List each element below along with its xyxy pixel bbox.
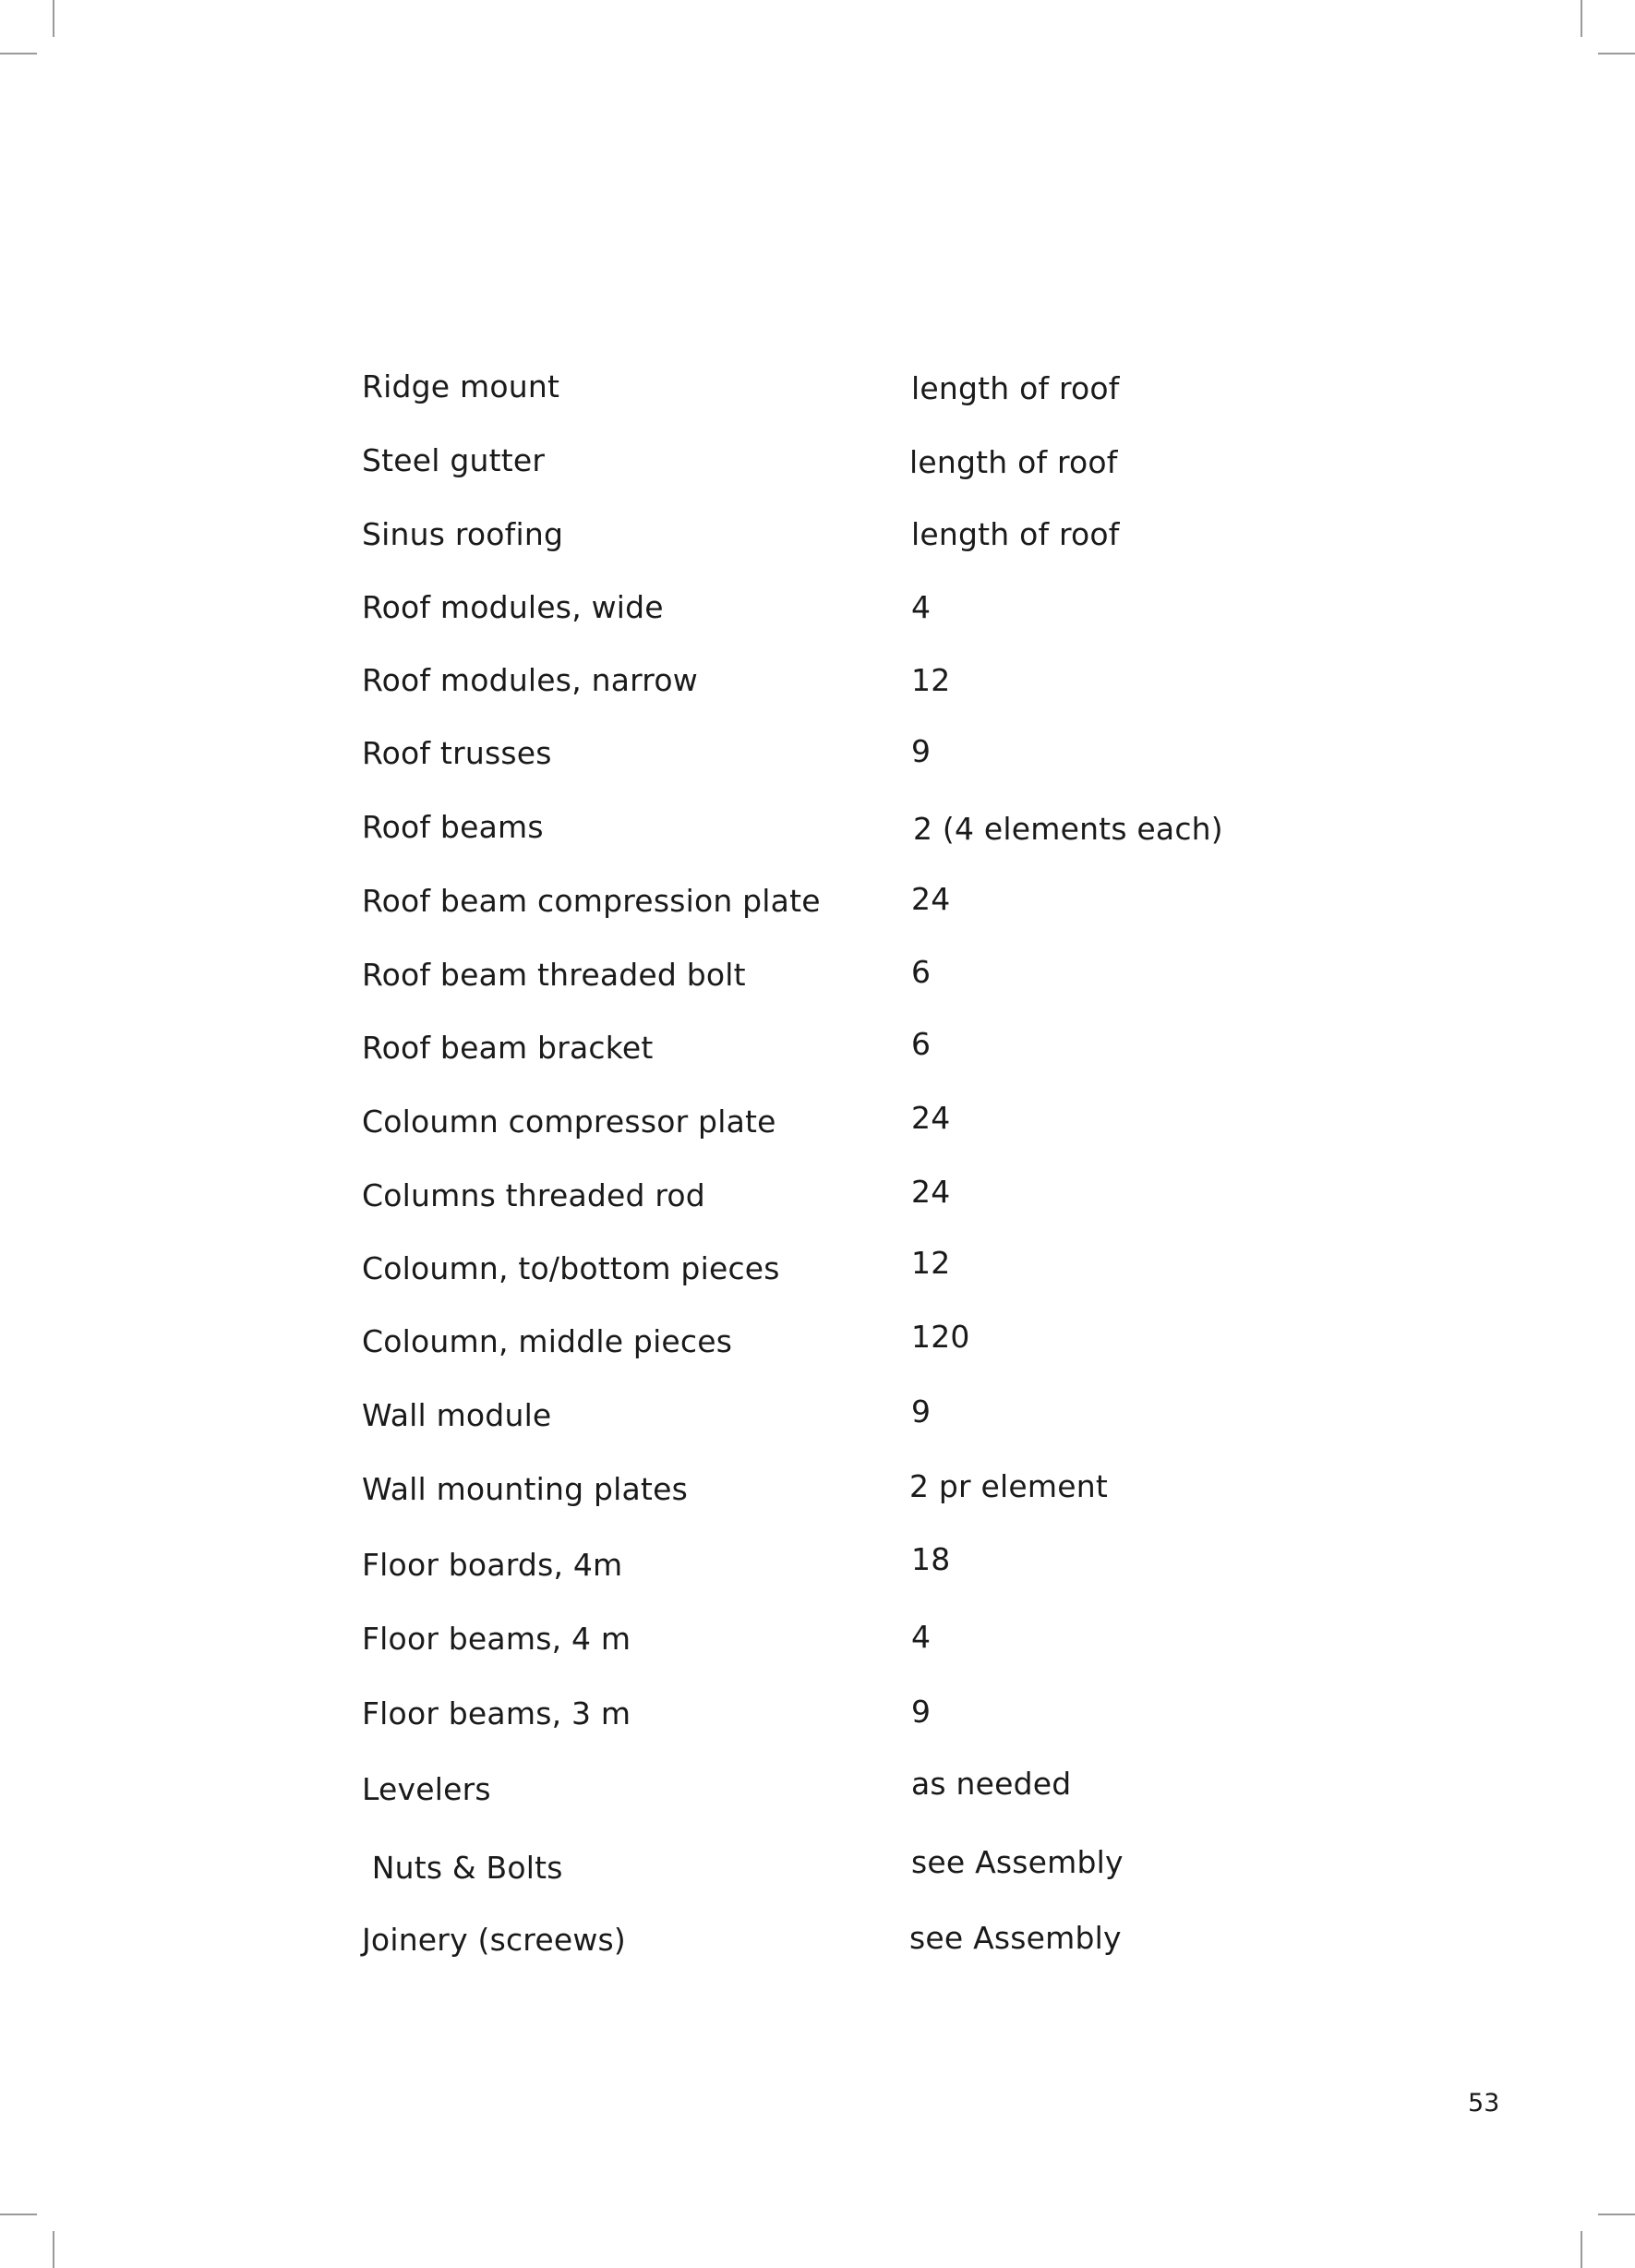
- parts-row: [362, 1694, 1285, 1734]
- parts-row: [362, 1541, 1285, 1586]
- part-quantity: 9: [911, 1694, 932, 1730]
- part-quantity: length of roof: [909, 444, 1118, 480]
- part-name: Floor beams, 3 m: [362, 1695, 631, 1731]
- parts-row: [362, 1245, 1285, 1289]
- part-name: Roof beam compression plate: [362, 883, 821, 919]
- part-name: Wall mounting plates: [362, 1471, 688, 1507]
- part-name: Roof modules, narrow: [362, 662, 698, 698]
- parts-row: [362, 1619, 1285, 1659]
- part-quantity: 6: [911, 954, 932, 990]
- parts-row: [362, 1844, 1285, 1888]
- parts-row: [362, 807, 1285, 848]
- part-name: Levelers: [362, 1771, 491, 1807]
- part-name: Floor beams, 4 m: [362, 1621, 631, 1657]
- part-name: Joinery (screews): [362, 1922, 627, 1958]
- part-name: Roof beam bracket: [362, 1030, 654, 1066]
- part-name: Steel gutter: [362, 442, 546, 478]
- parts-row: [362, 1102, 1285, 1142]
- parts-row: [362, 514, 1285, 555]
- part-quantity: as needed: [911, 1766, 1072, 1802]
- part-quantity: 12: [911, 662, 951, 698]
- parts-row: [362, 1028, 1285, 1068]
- parts-row: [362, 1321, 1285, 1362]
- part-quantity: length of roof: [911, 370, 1120, 406]
- part-name: Coloumn, middle pieces: [362, 1323, 733, 1359]
- part-quantity: 9: [911, 733, 932, 769]
- part-quantity: 2 pr element: [909, 1468, 1108, 1504]
- part-name: Floor boards, 4m: [362, 1547, 623, 1583]
- part-quantity: 24: [911, 881, 951, 917]
- part-name: Coloumn, to/bottom pieces: [362, 1250, 780, 1286]
- part-name: Sinus roofing: [362, 516, 564, 552]
- part-quantity: 24: [911, 1174, 951, 1210]
- part-quantity: 2 (4 elements each): [913, 811, 1223, 847]
- part-name: Nuts & Bolts: [362, 1850, 563, 1886]
- part-name: Roof modules, wide: [362, 589, 664, 625]
- parts-row: [362, 1395, 1285, 1436]
- part-name: Columns threaded rod: [362, 1177, 705, 1213]
- part-quantity: length of roof: [911, 516, 1120, 552]
- part-quantity: 4: [911, 1619, 932, 1655]
- parts-row: [362, 1766, 1285, 1810]
- part-quantity: 9: [911, 1393, 932, 1430]
- part-name: Ridge mount: [362, 368, 560, 404]
- part-quantity: see Assembly: [911, 1844, 1124, 1880]
- parts-row: [362, 955, 1285, 995]
- part-quantity: 6: [911, 1026, 932, 1062]
- parts-row: [362, 1920, 1285, 1960]
- part-quantity: 12: [911, 1245, 951, 1281]
- page-number: 53: [1468, 2089, 1500, 2117]
- parts-row: [362, 660, 1285, 701]
- part-name: Coloumn compressor plate: [362, 1104, 776, 1140]
- part-quantity: 24: [911, 1100, 951, 1136]
- parts-row: [362, 587, 1285, 628]
- parts-row: [362, 881, 1285, 922]
- part-quantity: see Assembly: [909, 1920, 1122, 1956]
- parts-row: [362, 733, 1285, 774]
- part-name: Roof trusses: [362, 735, 552, 771]
- part-quantity: 120: [911, 1319, 970, 1355]
- part-name: Wall module: [362, 1397, 552, 1433]
- part-quantity: 4: [911, 589, 932, 625]
- part-name: Roof beam threaded bolt: [362, 957, 746, 993]
- parts-row: [362, 367, 1285, 407]
- parts-row: [362, 440, 1285, 481]
- parts-row: [362, 1469, 1285, 1510]
- parts-row: [362, 1176, 1285, 1216]
- part-quantity: 18: [911, 1541, 951, 1577]
- part-name: Roof beams: [362, 809, 544, 845]
